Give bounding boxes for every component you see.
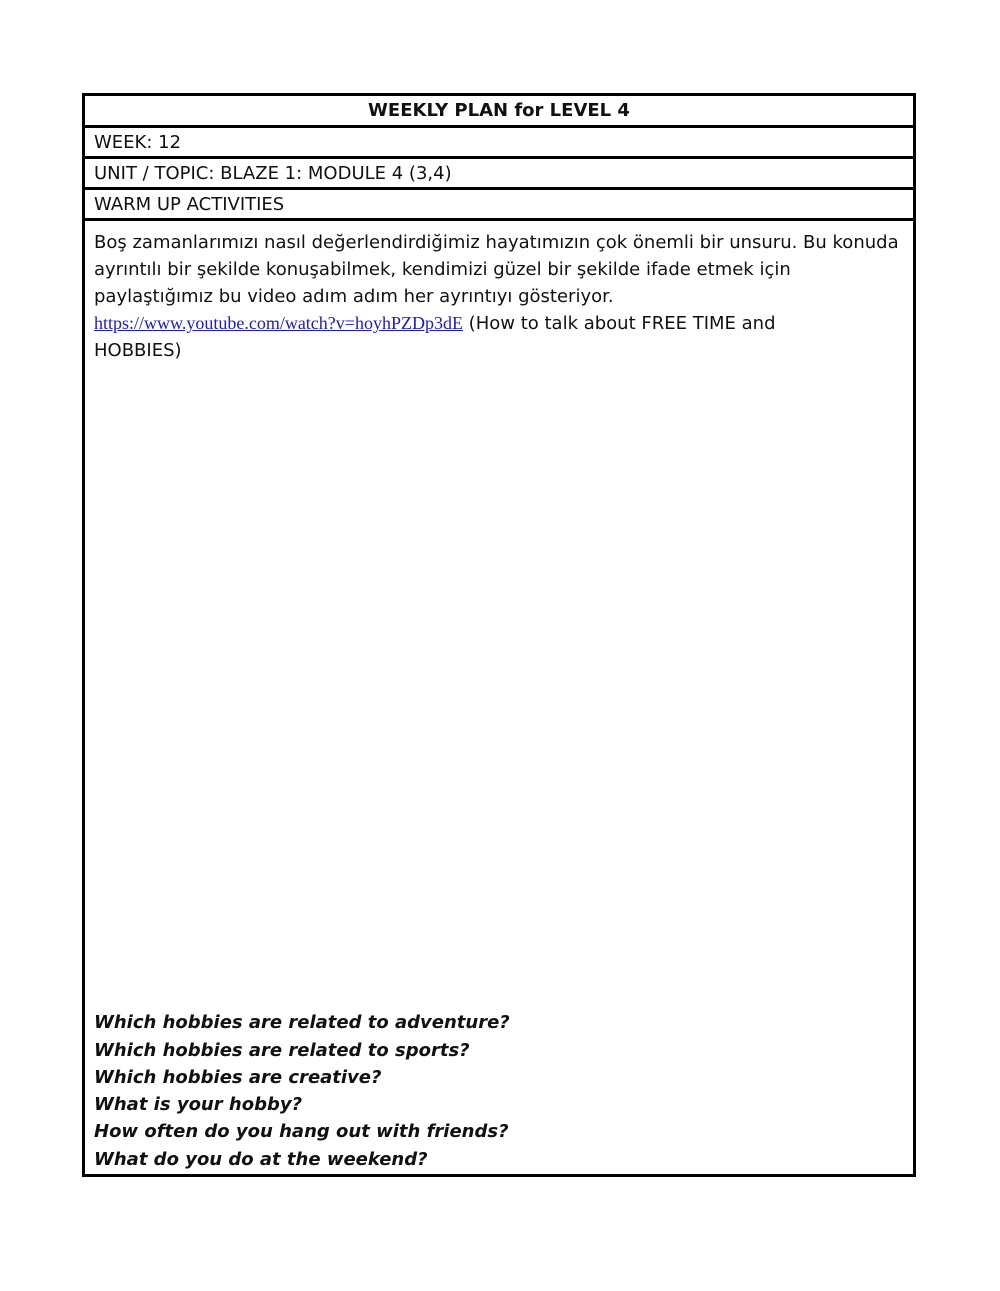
plan-title: WEEKLY PLAN for LEVEL 4 [85,96,913,128]
link-suffix-continued: HOBBIES) [94,340,182,361]
link-line [94,310,904,337]
paragraph-line: Boş zamanlarımızı nasıl değerlendirdiğimiz hayatımızın çok önemli bir unsuru. Bu konuda [94,232,899,253]
paragraph-line: paylaştığımız bu video adım adım her ayrıntıyı gösteriyor. [94,286,614,307]
question-item: What do you do at the weekend? [94,1148,428,1170]
question-item: What is your hobby? [94,1094,303,1116]
unit-topic-row: UNIT / TOPIC: BLAZE 1: MODULE 4 (3,4) [85,159,913,190]
discussion-questions [94,1009,510,1173]
question-item: Which hobbies are creative? [94,1066,382,1088]
weekly-plan-table [82,93,916,1177]
link-suffix: (How to talk about FREE TIME and [462,313,776,334]
week-row: WEEK: 12 [85,128,913,159]
warmup-heading-row: WARM UP ACTIVITIES [85,190,913,221]
warmup-content-cell [85,221,913,1174]
paragraph-line: ayrıntılı bir şekilde konuşabilmek, kendimizi güzel bir şekilde ifade etmek için [94,259,791,280]
question-item: Which hobbies are related to adventure? [94,1012,510,1034]
question-item: How often do you hang out with friends? [94,1121,509,1143]
youtube-video-link[interactable]: https://www.youtube.com/watch?v=hoyhPZDp3dE [94,313,463,333]
warmup-paragraph [94,229,904,364]
question-item: Which hobbies are related to sports? [94,1039,470,1061]
